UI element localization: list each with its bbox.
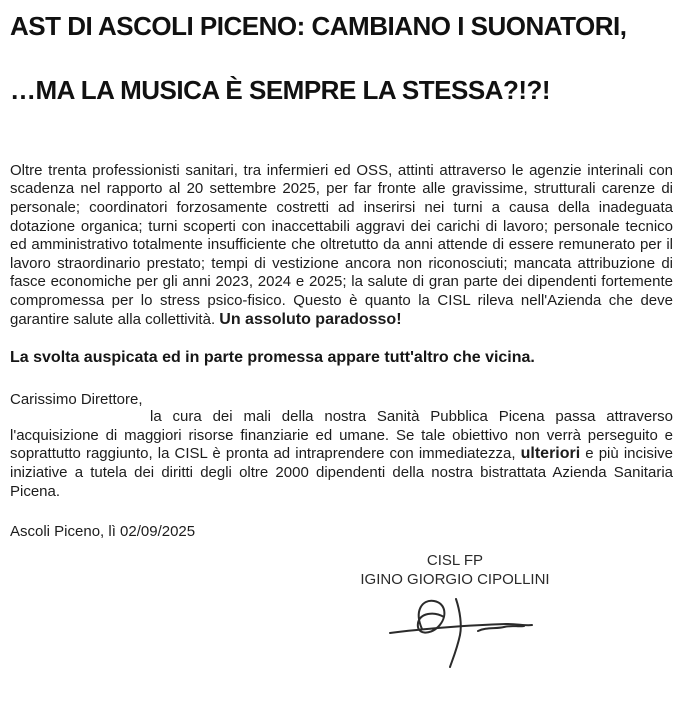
paragraph-request-bold-word: ulteriori (520, 445, 581, 463)
dateline: Ascoli Piceno, lì 02/09/2025 (10, 523, 196, 541)
signature-block (325, 552, 585, 669)
paragraph-issues (10, 162, 673, 329)
signature-name: IGINO GIORGIO CIPOLLINI (360, 570, 550, 588)
paragraph-request-tail: e più incisive iniziative a tutela dei diritti degli oltre 2000 dipendenti della nostra bistrattata Azienda Sanitaria Picena. (10, 445, 673, 500)
paragraph-issues-bold-tail: Un assoluto paradosso! (219, 310, 402, 328)
paragraph-request-lead: la cura dei mali della nostra Sanità Pubblica Picena passa attraverso l'acquisizione di maggiori risorse finanziarie ed umane. Se tale obiettivo non verrà perseguito e soprattutto raggiunto, la CISL è pronta ad intraprendere con immediatezza, (10, 408, 673, 463)
paragraph-issues-text: Oltre trenta professionisti sanitari, tra infermieri ed OSS, attinti attraverso le agenzie interinali con scadenza nel rapporto al 20 settembre 2025, per far fronte alle gravissime, strutturali carenze di personale; coordinatori forzosamente costretti ad inserirsi nei turni a causa della inadeguata dotazione organica; turni scoperti con inaccettabili aggravi dei carichi di lavoro; personale tecnico ed amministrativo totalmente insufficiente che oltretutto da anni attende di essere remunerato per il lavoro straordinario prestato; tempi di vestizione ancora non riconosciuti; mancata attribuzione di fasce economiche per gli anni 2023, 2024 e 2025; la salute di gran parte dei dipendenti fortemente compromessa per lo stress psico-fisico. Questo è quanto la CISL rileva nell'Azienda che deve garantire salute alla collettività. (10, 161, 673, 328)
headline-line1: AST DI ASCOLI PICENO: CAMBIANO I SUONATORI, (10, 11, 627, 41)
salutation-line: Carissimo Direttore, (10, 391, 143, 409)
headline-line2: …MA LA MUSICA È SEMPRE LA STESSA?!?! (10, 74, 551, 105)
signature-organization: CISL FP (426, 552, 484, 570)
emphasis-line: La svolta auspicata ed in parte promessa appare tutt'altro che vicina. (10, 349, 535, 367)
paragraph-request (10, 408, 673, 501)
handwritten-signature-icon (360, 591, 550, 669)
